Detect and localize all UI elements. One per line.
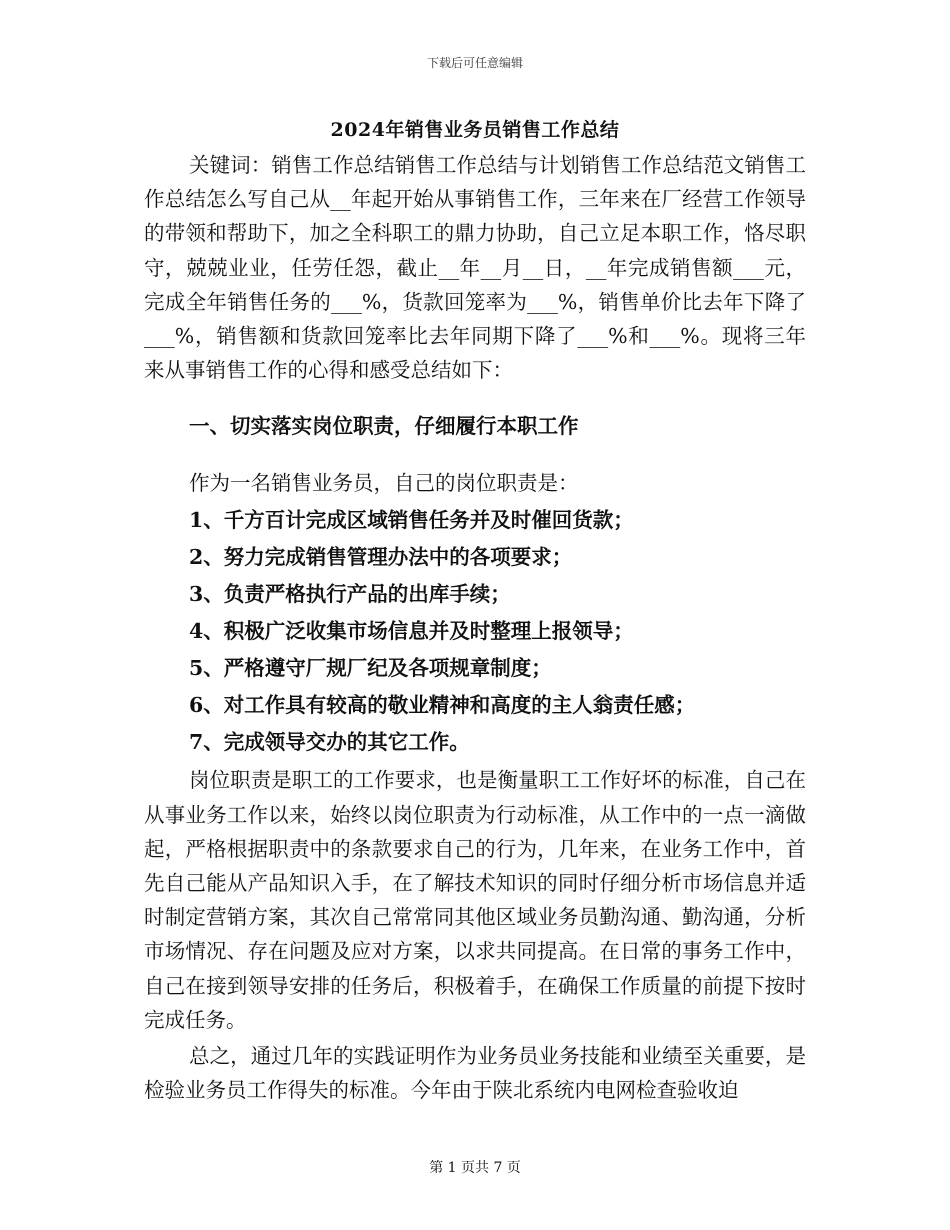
document-body	[144, 148, 806, 1107]
list-item: 3、负责严格执行产品的出库手续；	[189, 582, 511, 607]
document-title: 2024年销售业务员销售工作总结	[330, 119, 620, 141]
list-item: 1、千方百计完成区域销售任务并及时催回货款；	[189, 508, 634, 533]
paragraph-summary: 总之，通过几年的实践证明作为业务员业务技能和业绩至关重要，是检验业务员工作得失的标准。今年由于陕北系统内电网检查验收迫	[144, 1044, 806, 1103]
paragraph-duty-standard: 岗位职责是职工的工作要求，也是衡量职工工作好坏的标准，自己在从事业务工作以来，始终以岗位职责为行动标准，从工作中的一点一滴做起，严格根据职责中的条款要求自己的行为，几年来，在业务工作中，首先自己能从产品知识入手，在了解技术知识的同时仔细分析市场信息并适时制定营销方案，其次自己常常同其他区域业务员勤沟通、勤沟通，分析市场情况、存在问题及应对方案，以求共同提高。在日常的事务工作中，自己在接到领导安排的任务后，积极着手，在确保工作质量的前提下按时完成任务。	[144, 768, 806, 1032]
duty-list	[144, 502, 806, 761]
header-note: 下载后可任意编辑	[426, 56, 523, 70]
list-item: 4、积极广泛收集市场信息并及时整理上报领导；	[189, 619, 634, 644]
list-item: 6、对工作具有较高的敬业精神和高度的主人翁责任感；	[189, 693, 696, 718]
list-item: 5、严格遵守厂规厂纪及各项规章制度；	[189, 656, 552, 681]
duties-intro: 作为一名销售业务员，自己的岗位职责是：	[189, 471, 579, 496]
page-number: 第 1 页共 7 页	[429, 1160, 521, 1176]
paragraph-keywords-intro: 关键词：销售工作总结销售工作总结与计划销售工作总结范文销售工作总结怎么写自己从__年起开始从事销售工作，三年来在厂经营工作领导的带领和帮助下，加之全科职工的鼎力协助，自己立足本职工作，恪尽职守，兢兢业业，任劳任怨，截止__年__月__日，__年完成销售额___元，完成全年销售任务的___%，货款回笼率为___%，销售单价比去年下降了___%，销售额和货款回笼率比去年同期下降了___%和___%。现将三年来从事销售工作的心得和感受总结如下：	[144, 153, 806, 383]
list-item: 7、完成领导交办的其它工作。	[189, 730, 470, 755]
list-item: 2、努力完成销售管理办法中的各项要求；	[189, 545, 573, 570]
section-heading-1: 一、切实落实岗位职责，仔细履行本职工作	[189, 413, 579, 438]
